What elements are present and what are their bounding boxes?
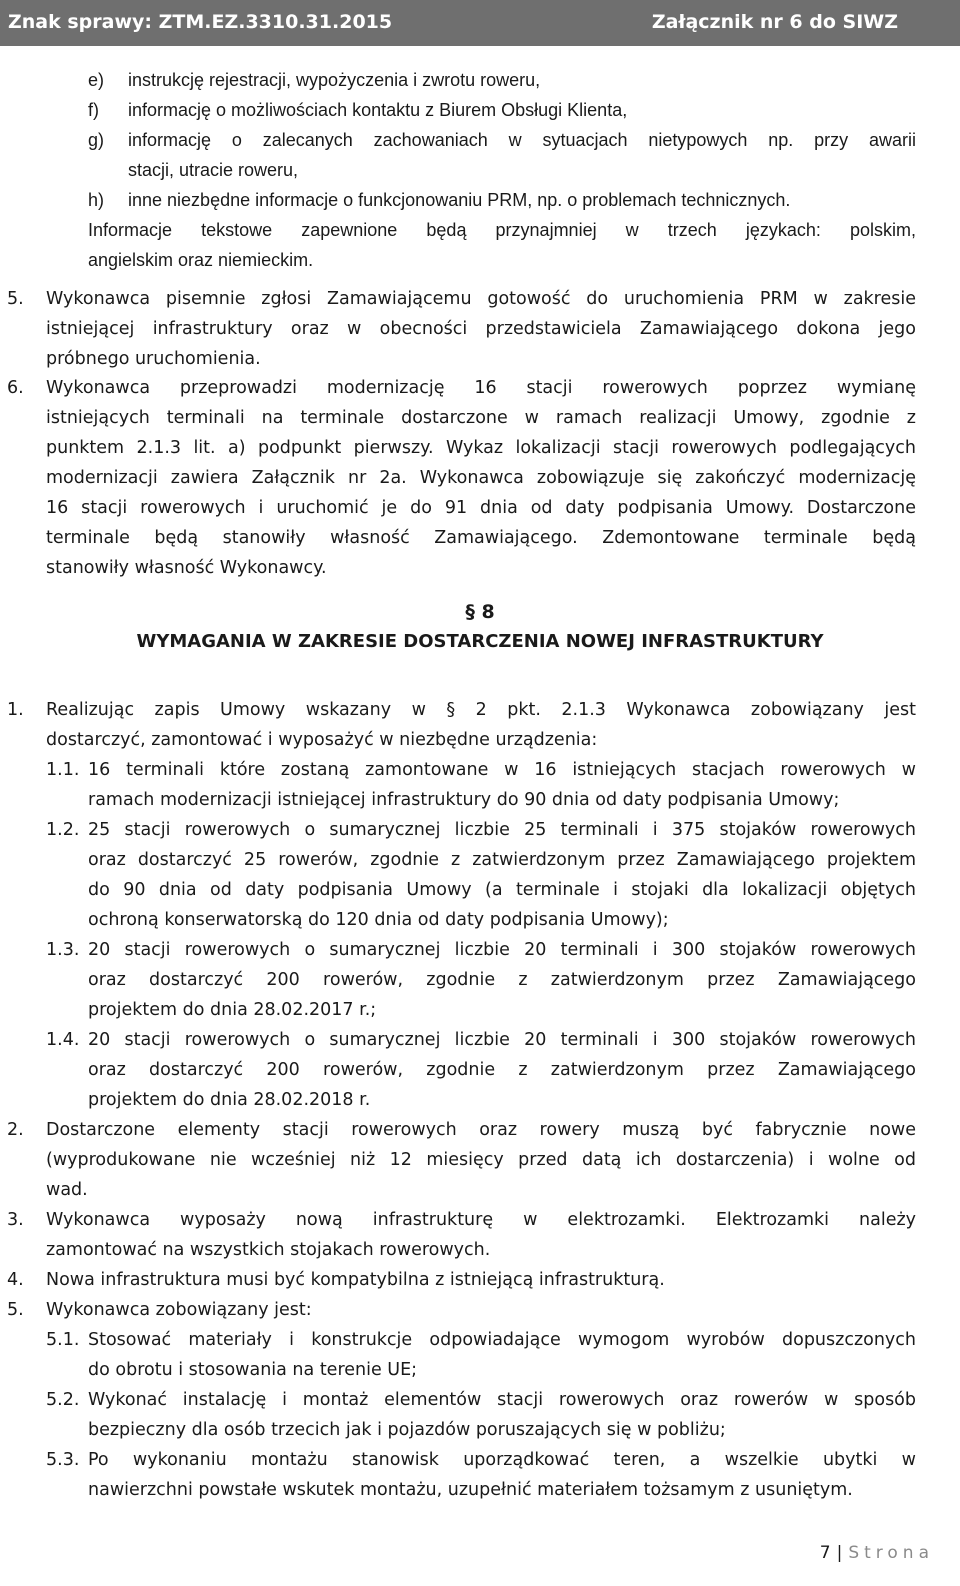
text-line: nawierzchni powstałe wskutek montażu, uzupełnić materiałem tożsamym z usuniętym.: [88, 1480, 853, 1500]
text-line: próbnego uruchomienia.: [46, 349, 261, 369]
text-line: 16 terminali które zostaną zamontowane w 16 istniejących stacjach rowerowych w: [88, 760, 916, 780]
list-label: f): [88, 100, 99, 120]
list-label: 5.: [7, 289, 24, 309]
footer-separator: |: [836, 1543, 843, 1563]
list-label: g): [88, 130, 105, 150]
text-line: Stosować materiały i konstrukcje odpowiadające wymogom wyrobów dopuszczonych: [88, 1330, 916, 1350]
text-line: Dostarczone elementy stacji rowerowych oraz rowery muszą być fabrycznie nowe: [46, 1120, 916, 1140]
list-label: 5.1.: [46, 1330, 80, 1350]
attachment-label: Załącznik nr 6 do SIWZ: [651, 11, 898, 33]
text-line: wad.: [46, 1180, 88, 1200]
text-line: terminale będą stanowiły własność Zamawiającego. Zdemontowane terminale będą: [46, 528, 916, 548]
text-line: instrukcję rejestracji, wypożyczenia i zwrotu roweru,: [128, 70, 541, 90]
text-line: inne niezbędne informacje o funkcjonowaniu PRM, np. o problemach technicznych.: [128, 190, 791, 210]
case-number: Znak sprawy: ZTM.EZ.3310.31.2015: [8, 11, 393, 33]
text-line: oraz dostarczyć 25 rowerów, zgodnie z zatwierdzonym przez Zamawiającego projektem: [88, 850, 916, 870]
text-line: do 90 dnia od daty podpisania Umowy (a terminale i stojaki dla lokalizacji objętych: [88, 880, 916, 900]
text-line: ramach modernizacji istniejącej infrastruktury do 90 dnia od daty podpisania Umowy;: [88, 790, 840, 810]
text-line: punktem 2.1.3 lit. a) podpunkt pierwszy. Wykaz lokalizacji stacji rowerowych podlegających: [46, 438, 916, 458]
page-word: Strona: [848, 1543, 934, 1563]
page-footer: [820, 1543, 934, 1563]
text-line: Wykonawca pisemnie zgłosi Zamawiającemu gotowość do uruchomienia PRM w zakresie: [46, 289, 916, 309]
page-header: [0, 0, 960, 46]
section-number: § 8: [465, 601, 495, 623]
text-line: projektem do dnia 28.02.2018 r.: [88, 1090, 371, 1110]
text-line: informację o zalecanych zachowaniach w sytuacjach nietypowych np. przy awarii: [128, 130, 916, 150]
list-label: 6.: [7, 378, 24, 398]
list-label: e): [88, 70, 105, 90]
section-title: WYMAGANIA W ZAKRESIE DOSTARCZENIA NOWEJ INFRASTRUKTURY: [136, 631, 824, 652]
text-line: stanowiły własność Wykonawcy.: [46, 558, 327, 578]
list-label: 3.: [7, 1210, 24, 1230]
text-line: 25 stacji rowerowych o sumarycznej liczbie 25 terminali i 375 stojaków rowerowych: [88, 820, 916, 840]
text-line: oraz dostarczyć 200 rowerów, zgodnie z zatwierdzonym przez Zamawiającego: [88, 970, 916, 990]
text-line: ochroną konserwatorską do 120 dnia od daty podpisania Umowy);: [88, 910, 669, 930]
text-line: Realizując zapis Umowy wskazany w § 2 pkt. 2.1.3 Wykonawca zobowiązany jest: [46, 700, 916, 720]
text-line: (wyprodukowane nie wcześniej niż 12 miesięcy przed datą ich dostarczenia) i wolne od: [46, 1150, 916, 1170]
text-line: projektem do dnia 28.02.2017 r.;: [88, 1000, 377, 1020]
list-label: 5.: [7, 1300, 24, 1320]
text-line: bezpieczny dla osób trzecich jak i pojazdów poruszających się w pobliżu;: [88, 1420, 726, 1440]
text-line: Wykonać instalację i montaż elementów stacji rowerowych oraz rowerów w sposób: [88, 1390, 916, 1410]
list-label: 1.3.: [46, 940, 80, 960]
text-line: Wykonawca przeprowadzi modernizację 16 stacji rowerowych poprzez wymianę: [46, 378, 916, 398]
text-line: Wykonawca zobowiązany jest:: [46, 1300, 312, 1320]
text-line: do obrotu i stosowania na terenie UE;: [88, 1360, 418, 1380]
text-line: informację o możliwościach kontaktu z Biurem Obsługi Klienta,: [128, 100, 628, 120]
list-label: h): [88, 190, 105, 210]
text-line: Nowa infrastruktura musi być kompatybilna z istniejącą infrastrukturą.: [46, 1270, 665, 1290]
text-line: Po wykonaniu montażu stanowisk uporządkować teren, a wszelkie ubytki w: [88, 1450, 916, 1470]
page-number: 7: [819, 1543, 831, 1563]
list-label: 2.: [7, 1120, 24, 1140]
text-line: 20 stacji rowerowych o sumarycznej liczbie 20 terminali i 300 stojaków rowerowych: [88, 940, 916, 960]
text-line: angielskim oraz niemieckim.: [88, 250, 314, 270]
text-line: oraz dostarczyć 200 rowerów, zgodnie z zatwierdzonym przez Zamawiającego: [88, 1060, 916, 1080]
text-line: 20 stacji rowerowych o sumarycznej liczbie 20 terminali i 300 stojaków rowerowych: [88, 1030, 916, 1050]
text-line: 16 stacji rowerowych i uruchomić je do 91 dnia od daty podpisania Umowy. Dostarczone: [46, 498, 916, 518]
text-line: modernizacji zawiera Załącznik nr 2a. Wykonawca zobowiązuje się zakończyć modernizację: [46, 468, 916, 488]
text-line: istniejących terminali na terminale dostarczone w ramach realizacji Umowy, zgodnie z: [46, 408, 916, 428]
text-line: zamontować na wszystkich stojakach rowerowych.: [46, 1240, 491, 1260]
text-line: istniejącej infrastruktury oraz w obecności przedstawiciela Zamawiającego dokona jego: [46, 319, 916, 339]
list-label: 4.: [7, 1270, 24, 1290]
list-label: 1.4.: [46, 1030, 80, 1050]
list-label: 1.: [7, 700, 24, 720]
text-line: Wykonawca wyposaży nową infrastrukturę w elektrozamki. Elektrozamki należy: [46, 1210, 916, 1230]
list-label: 1.2.: [46, 820, 80, 840]
text-line: dostarczyć, zamontować i wyposażyć w niezbędne urządzenia:: [46, 730, 598, 750]
list-label: 1.1.: [46, 760, 80, 780]
list-label: 5.3.: [46, 1450, 80, 1470]
text-line: stacji, utracie roweru,: [128, 160, 299, 180]
list-label: 5.2.: [46, 1390, 80, 1410]
text-line: Informacje tekstowe zapewnione będą przynajmniej w trzech językach: polskim,: [88, 220, 916, 240]
